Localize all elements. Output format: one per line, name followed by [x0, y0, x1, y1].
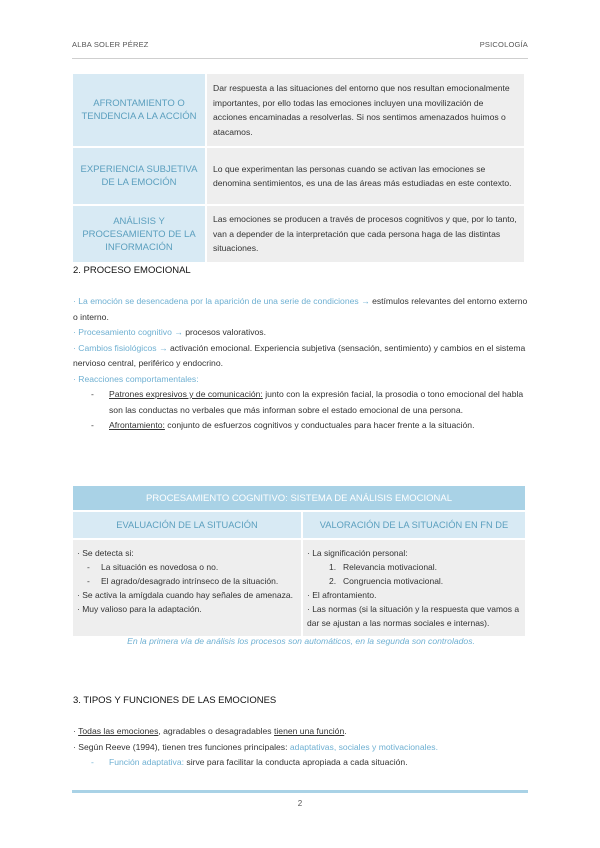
row-description: Las emociones se producen a través de procesos cognitivos y que, por lo tanto, van a depender de la interpretación que cada persona haga de las distintas situaciones.: [206, 205, 524, 263]
emotion-components-table: [73, 74, 524, 264]
section-title-tipos-funciones: 3. TIPOS Y FUNCIONES DE LAS EMOCIONES: [73, 695, 277, 706]
row-description: Lo que experimentan las personas cuando se activan las emociones se denomina sentimientos, es una de las áreas más estudiadas en este contexto.: [206, 147, 524, 205]
list-item: 2. Congruencia motivacional.: [329, 576, 444, 586]
paragraph: · La emoción se desencadena por la aparición de una serie de condiciones → estímulos relevantes del entorno externo o interno.: [73, 296, 528, 322]
column-header: EVALUACIÓN DE LA SITUACIÓN: [73, 511, 302, 539]
evaluacion-cell: · Se detecta si: - La situación es novedosa o no. - El agrado/desagrado intrínseco de la situación. · Se activa la amígdala cuando hay señales de amenaza. · Muy valioso para la adaptación.: [73, 539, 302, 636]
tipos-funciones-body: [73, 724, 529, 771]
list-item: - Patrones expresivos y de comunicación: junto con la expresión facial, la prosodia o tono emocional del habla son las conductas no verbales que más informan sobre el estado emocional de una persona.: [91, 389, 524, 415]
procesamiento-cognitivo-table: [73, 486, 525, 636]
list-item: - Función adaptativa: sirve para facilitar la conducta apropiada a cada situación.: [91, 757, 408, 767]
paragraph: · Reacciones comportamentales:: [73, 373, 199, 384]
table-title: PROCESAMIENTO COGNITIVO: SISTEMA DE ANÁLISIS EMOCIONAL: [73, 486, 525, 511]
section-title-proceso-emocional: 2. PROCESO EMOCIONAL: [73, 265, 191, 276]
paragraph: · Procesamiento cognitivo → procesos valorativos.: [73, 327, 266, 337]
paragraph: · Cambios fisiológicos → activación emocional. Experiencia subjetiva (sensación, sentimiento) y cambios en el sistema nervioso central, periférico y endocrino.: [73, 342, 526, 368]
paragraph: · Según Reeve (1994), tienen tres funciones principales: adaptativas, sociales y motivacionales.: [73, 741, 438, 752]
table-row: [73, 74, 524, 147]
list-item: - Afrontamiento: conjunto de esfuerzos cognitivos y conductuales para hacer frente a la situación.: [91, 420, 475, 430]
list-item: - El agrado/desagrado intrínseco de la situación.: [87, 576, 279, 586]
row-label: EXPERIENCIA SUBJETIVA DE LA EMOCIÓN: [73, 147, 206, 205]
reacciones-list: [73, 387, 529, 434]
header-author: ALBA SOLER PÉREZ: [72, 40, 149, 49]
row-label: ANÁLISIS Y PROCESAMIENTO DE LA INFORMACIÓN: [73, 205, 206, 263]
column-header: VALORACIÓN DE LA SITUACIÓN EN FN DE: [302, 511, 525, 539]
italic-note: En la primera vía de análisis los procesos son automáticos, en la segunda son controlados.: [127, 636, 475, 646]
page-number: 2: [297, 799, 303, 808]
header-subject: PSICOLOGÍA: [479, 40, 528, 49]
table-row: [73, 147, 524, 205]
list-item: - La situación es novedosa o no.: [87, 562, 219, 572]
paragraph: · Todas las emociones, agradables o desagradables tienen una función.: [73, 726, 347, 736]
valoracion-cell: · La significación personal: 1. Relevancia motivacional. 2. Congruencia motivacional. · El afrontamiento. · Las normas (si la situación y la respuesta que vamos a dar se ajustan a las normas sociales e internas).: [302, 539, 525, 636]
row-label: AFRONTAMIENTO O TENDENCIA A LA ACCIÓN: [73, 74, 206, 147]
footer-divider: [72, 790, 528, 793]
list-item: 1. Relevancia motivacional.: [329, 562, 438, 572]
row-description: Dar respuesta a las situaciones del entorno que nos resultan emocionalmente importantes, por ello todas las emociones incluyen una movilización de acciones encaminadas a resolverlas. Si nos sentimos amenazados huimos o atacamos.: [206, 74, 524, 147]
proceso-emocional-body: [73, 294, 529, 434]
header-divider: [72, 58, 528, 59]
table-row: [73, 205, 524, 263]
funciones-list: [73, 755, 529, 771]
